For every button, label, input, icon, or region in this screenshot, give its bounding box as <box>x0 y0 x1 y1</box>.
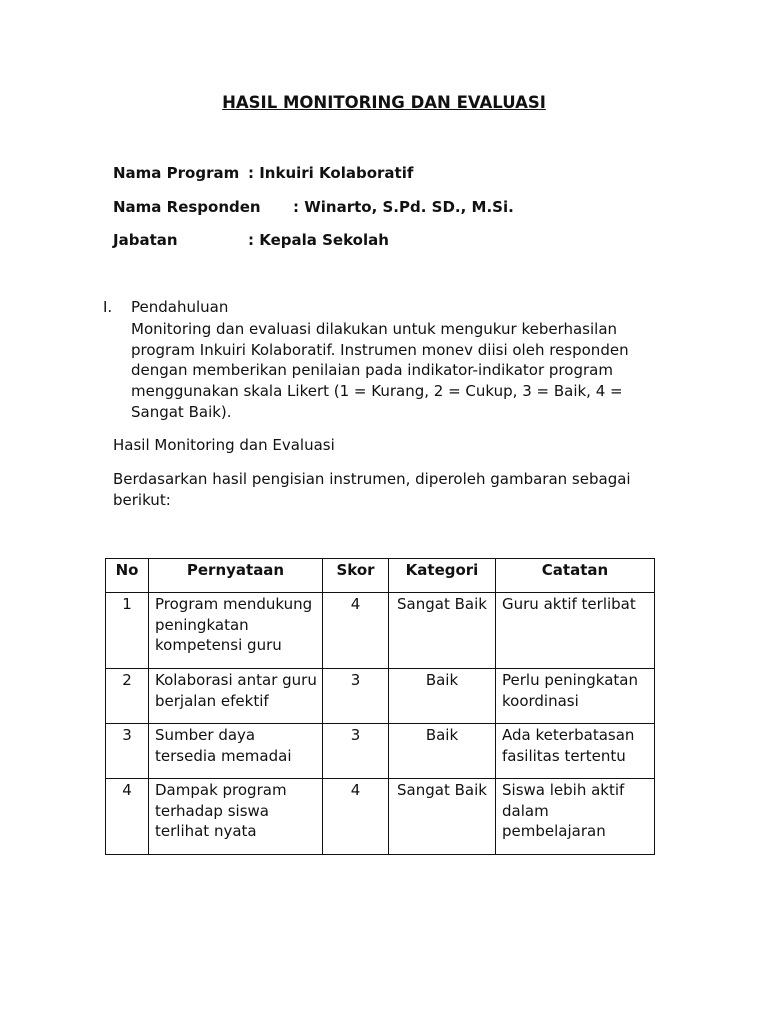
meta-program-label: Nama Program <box>113 164 240 182</box>
meta-position-label: Jabatan <box>113 231 178 249</box>
table-row <box>106 724 655 779</box>
meta-position-value: : Kepala Sekolah <box>248 231 389 249</box>
header-statement: Pernyataan <box>149 559 323 593</box>
results-intro: Berdasarkan hasil pengisian instrumen, diperoleh gambaran sebagai berikut: <box>113 470 631 509</box>
cell-statement: Dampak program terhadap siswa terlihat nyata <box>149 779 323 855</box>
header-score: Skor <box>323 559 389 593</box>
header-category: Kategori <box>389 559 496 593</box>
cell-note: Ada keterbatasan fasilitas tertentu <box>496 724 655 779</box>
cell-score: 3 <box>323 724 389 779</box>
table-row <box>106 669 655 724</box>
cell-no: 3 <box>106 724 149 779</box>
cell-score: 4 <box>323 779 389 855</box>
cell-statement: Sumber daya tersedia memadai <box>149 724 323 779</box>
cell-category: Sangat Baik <box>389 593 496 669</box>
cell-category: Sangat Baik <box>389 779 496 855</box>
meta-respondent-value: : Winarto, S.Pd. SD., M.Si. <box>293 198 514 216</box>
meta-program-value: : Inkuiri Kolaboratif <box>248 164 414 182</box>
meta-respondent <box>113 198 514 216</box>
cell-note: Perlu peningkatan koordinasi <box>496 669 655 724</box>
section-number: I. <box>103 298 113 316</box>
cell-category: Baik <box>389 669 496 724</box>
cell-note: Guru aktif terlibat <box>496 593 655 669</box>
cell-statement: Program mendukung peningkatan kompetensi guru <box>149 593 323 669</box>
section-heading-results: Hasil Monitoring dan Evaluasi <box>113 436 335 454</box>
header-no: No <box>106 559 149 593</box>
cell-category: Baik <box>389 724 496 779</box>
results-table <box>105 558 655 855</box>
cell-score: 4 <box>323 593 389 669</box>
section-body-introduction: Monitoring dan evaluasi dilakukan untuk mengukur keberhasilan program Inkuiri Kolaboratif. Instrumen monev diisi oleh responden dengan memberikan penilaian pada indikator-indikator program menggunakan skala Likert (1 = Kurang, 2 = Cukup, 3 = Baik, 4 = Sangat Baik). <box>131 320 629 421</box>
meta-position <box>113 231 389 249</box>
meta-respondent-label: Nama Responden <box>113 198 261 216</box>
header-note: Catatan <box>496 559 655 593</box>
table-row <box>106 593 655 669</box>
table-header-row <box>106 559 655 593</box>
cell-statement: Kolaborasi antar guru berjalan efektif <box>149 669 323 724</box>
table-row <box>106 779 655 855</box>
cell-note: Siswa lebih aktif dalam pembelajaran <box>496 779 655 855</box>
section-heading-introduction: Pendahuluan <box>131 298 229 316</box>
meta-program <box>113 164 414 182</box>
cell-no: 4 <box>106 779 149 855</box>
cell-score: 3 <box>323 669 389 724</box>
document-title: HASIL MONITORING DAN EVALUASI <box>222 93 546 112</box>
cell-no: 2 <box>106 669 149 724</box>
cell-no: 1 <box>106 593 149 669</box>
